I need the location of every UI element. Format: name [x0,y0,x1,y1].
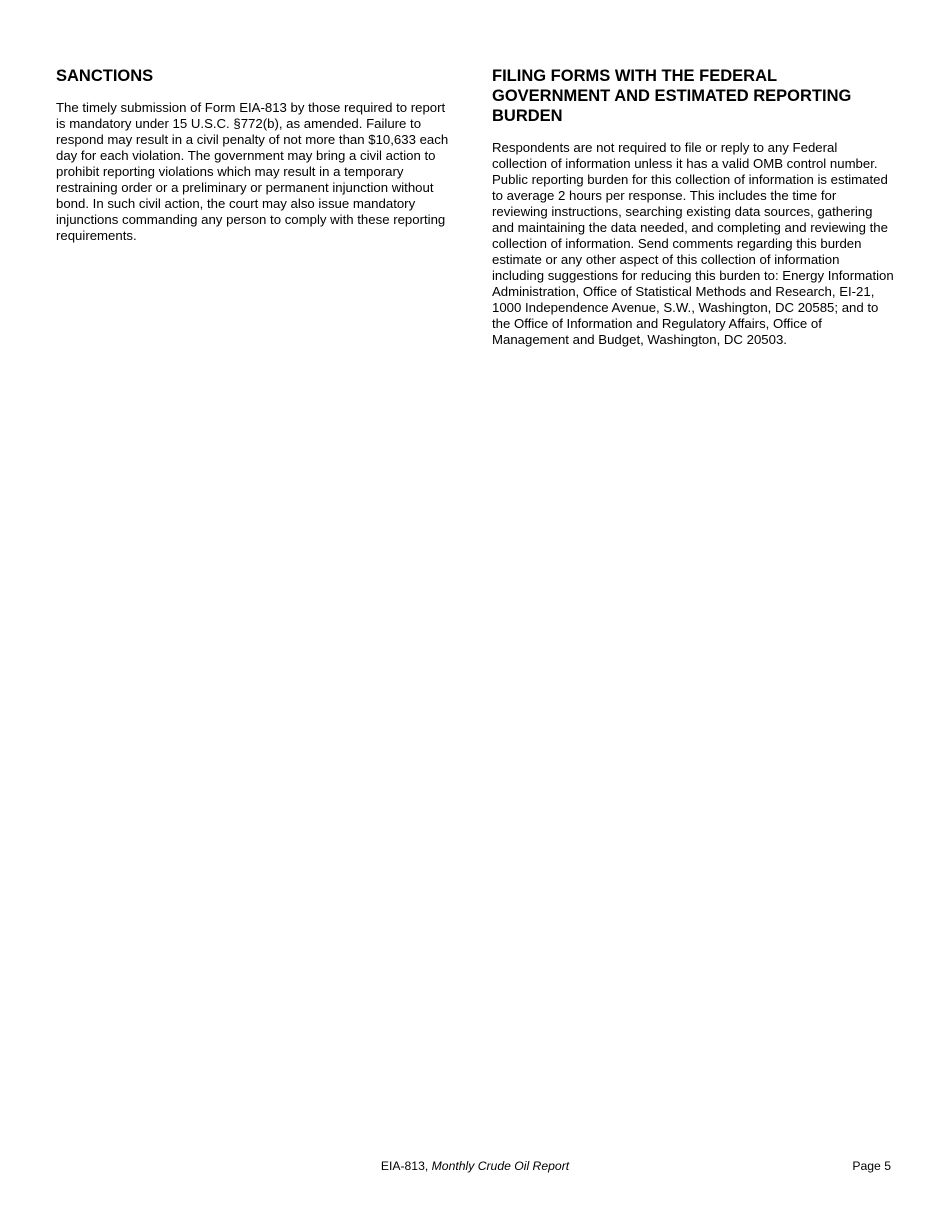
footer-form-id: EIA-813, [380,1159,432,1173]
footer-form-reference [0,1159,950,1173]
filing-burden-heading: FILING FORMS WITH THE FEDERAL GOVERNMENT AND ESTIMATED REPORTING BURDEN [492,67,852,125]
filing-burden-section [492,66,894,348]
sanctions-paragraph: The timely submission of Form EIA-813 by those required to report is mandatory under 15 U.S.C. §772(b), as amended. Failure to respond may result in a civil penalty of not more than $10,633 each day for each violation. The government may bring a civil action to prohibit reporting violations which may result in a temporary restraining order or a preliminary or permanent injunction without bond. In such civil action, the court may also issue mandatory injunctions commanding any person to comply with these reporting requirements. [56,100,449,243]
page-number: Page 5 [852,1159,891,1173]
sanctions-heading: SANCTIONS [56,67,154,85]
sanctions-section [56,66,456,244]
footer-form-title: Monthly Crude Oil Report [431,1159,570,1173]
filing-burden-paragraph: Respondents are not required to file or reply to any Federal collection of information unless it has a valid OMB control number. Public reporting burden for this collection of information is estimated to average 2 hours per response. This includes the time for reviewing instructions, searching existing data sources, gathering and maintaining the data needed, and completing and reviewing the collection of information. Send comments regarding this burden estimate or any other aspect of this collection of information including suggestions for reducing this burden to: Energy Information Administration, Office of Statistical Methods and Research, EI-21, 1000 Independence Avenue, S.W., Washington, DC 20585; and to the Office of Information and Regulatory Affairs, Office of Management and Budget, Washington, DC 20503. [492,140,894,347]
